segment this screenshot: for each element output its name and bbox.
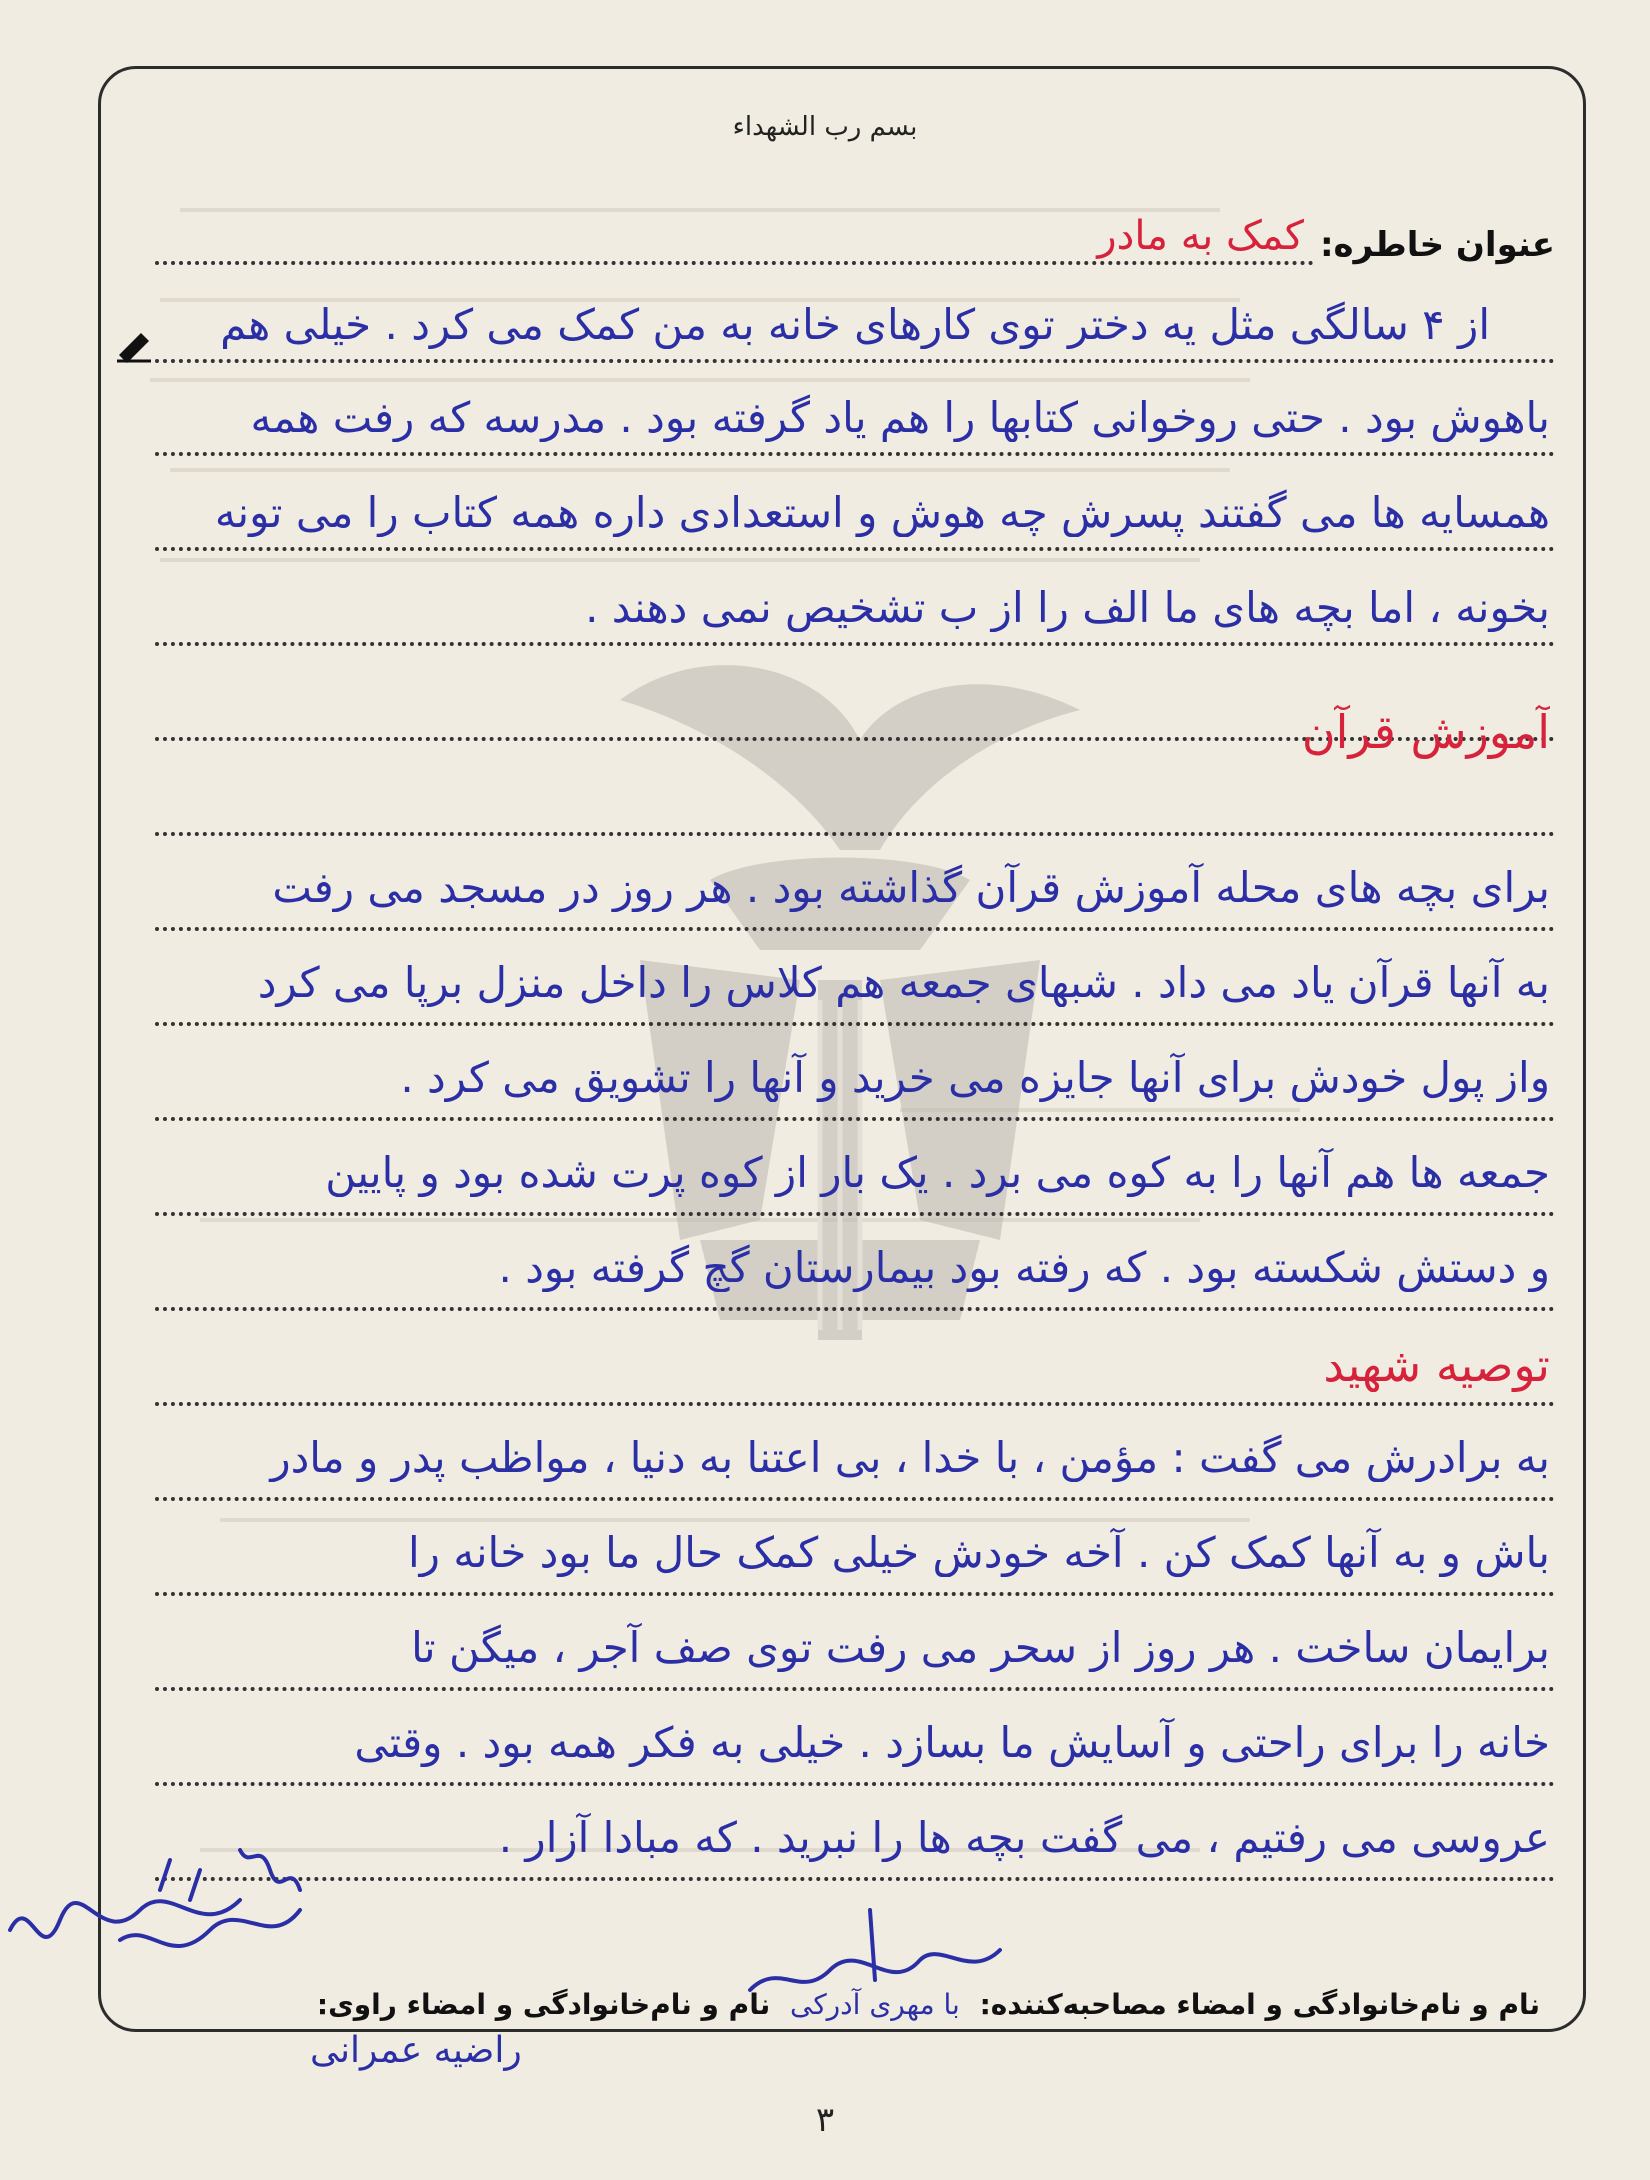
page-number: ۳ [815, 2100, 835, 2140]
writing-line [155, 828, 1555, 836]
narrator-name: راضیه عمرانی [310, 2030, 522, 2071]
writing-line [155, 1018, 1555, 1026]
handwritten-line-1: از ۴ سالگی مثل یه دختر توی کارهای خانه به من کمک می کرد . خیلی هم [220, 300, 1490, 349]
writing-line [155, 1113, 1555, 1121]
handwritten-line-13: باش و به آنها کمک کن . آخه خودش خیلی کمک حال ما بود خانه را [408, 1528, 1550, 1577]
writing-line [155, 1683, 1555, 1691]
writing-line [155, 638, 1555, 646]
memoir-subject-label: عنوان خاطره: [1319, 225, 1555, 265]
signature-footer [140, 1988, 1540, 2021]
writing-line [155, 1303, 1555, 1311]
margin-signature [0, 1830, 380, 1990]
interviewer-name: با مهری آدرکی [789, 1988, 960, 2021]
writing-line [155, 1588, 1555, 1596]
section-heading-quran: آموزش قرآن [1301, 705, 1550, 759]
memoir-subject-line [155, 213, 1314, 265]
handwritten-line-4: بخونه ، اما بچه های ما الف را از ب تشخیص نمی دهند . [585, 583, 1550, 632]
handwritten-line-3: همسایه ها می گفتند پسرش چه هوش و استعدادی داره همه کتاب را می تونه [214, 488, 1550, 537]
handwritten-line-16: عروسی می رفتیم ، می گفت بچه ها را نبرید . که مبادا آزار . [498, 1813, 1550, 1862]
writing-line [155, 1778, 1555, 1786]
writing-line [155, 543, 1555, 551]
writing-line [155, 923, 1555, 931]
handwritten-line-7: به آنها قرآن یاد می داد . شبهای جمعه هم کلاس را داخل منزل برپا می کرد [257, 958, 1550, 1007]
page-header-basmala: بسم رب الشهداء [732, 112, 918, 142]
handwritten-line-12: به برادرش می گفت : مؤمن ، با خدا ، بی اعتنا به دنیا ، مواظب پدر و مادر [270, 1433, 1550, 1482]
section-heading-advice: توصیه شهید [1323, 1338, 1550, 1392]
memoir-subject-row [155, 205, 1555, 265]
writing-line [155, 1493, 1555, 1501]
handwritten-line-8: واز پول خودش برای آنها جایزه می خرید و آنها را تشویق می کرد . [400, 1053, 1550, 1102]
narrator-label: نام و نام‌خانوادگی و امضاء راوی: [316, 1988, 771, 2021]
writing-line [155, 1208, 1555, 1216]
handwritten-line-14: برایمان ساخت . هر روز از سحر می رفت توی صف آجر ، میگن تا [411, 1623, 1550, 1672]
handwritten-line-2: باهوش بود . حتی روخوانی کتابها را هم یاد گرفته بود . مدرسه که رفت همه [250, 393, 1550, 442]
writing-line [155, 448, 1555, 456]
interviewer-label: نام و نام‌خانوادگی و امضاء مصاحبه‌کننده: [979, 1988, 1540, 2021]
writing-line [155, 1398, 1555, 1406]
memoir-subject-value: کمک به مادر [1097, 213, 1304, 259]
writing-line [155, 355, 1555, 363]
handwritten-line-6: برای بچه های محله آموزش قرآن گذاشته بود . هر روز در مسجد می رفت [272, 863, 1550, 912]
handwritten-line-9: جمعه ها هم آنها را به کوه می برد . یک بار از کوه پرت شده بود و پایین [325, 1148, 1550, 1197]
handwritten-line-10: و دستش شکسته بود . که رفته بود بیمارستان گچ گرفته بود . [498, 1243, 1550, 1292]
handwritten-line-15: خانه را برای راحتی و آسایش ما بسازد . خیلی به فکر همه بود . وقتی [354, 1718, 1550, 1767]
